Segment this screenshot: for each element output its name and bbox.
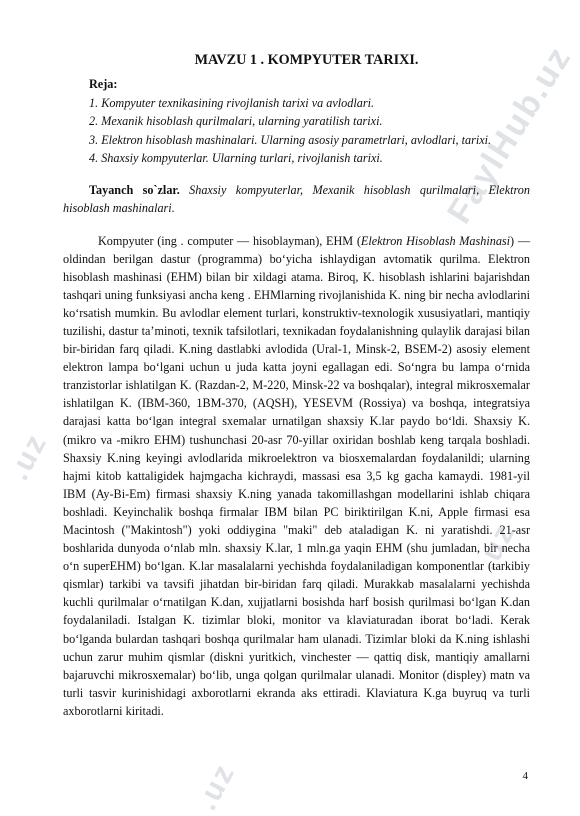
body-text-part: ) — oldindan berilgan dastur (programma) bo‘yicha ishlaydigan avtomatik qurilma. Elektron hisoblash mashinasi (EHM) bilan bir xildagi atama. Biroq, K. hisoblash ishlarini bajarishdan tashqari uning funksiyasi ancha keng . EHMlarning rivojlanishida K. ning bir necha avlodlarini ko‘rsatish mumkin. Bu avlodlar element turlari, konstruktiv-texnologik xususiyatlari, mantiqiy tuzilishi, dastur ta’minoti, texnik tafsilotlari, texnikadan foydalanishning qulaylik darajasi bilan bir-biridan farq qiladi. K.ning dastlabki avlodida (Ural-1, Minsk-2, BSEM-2) asosiy element elektron lampa bo‘lgani uchun u juda katta joyni egallagan edi. So‘ngra bu lampa o‘rnida tranzistorlar ishlatilgan K. (Razdan-2, M-220, Minsk-22 va boshqalar), integral mikrosxemalar ishlatilgan K. (IBM-360, 1BM-370, (AQSH), YESEVM (Rossiya) va boshqa, integratsiya darajasi katta bo‘lgan integral sxemalar urnatilgan shaxsiy K.lar paydo bo‘ldi. Shaxsiy K. (mikro va -mikro EHM) tushunchasi 20-asr 70-yillar oxiridan boshlab keng tarqala boshladi. Shaxsiy K.ning keyingi avlodlarida mikroelektron va biosxemalardan foydalanildi; ularning hajmi kitob kattaligidek hajmgacha kichraydi, massasi esa 3,5 kg gacha kamaydi. 1981-yil IBM (Ay-Bi-Em) firmasi shaxsiy K.ning yanada takomillashgan modellarini ishlab chiqara boshladi. Keyinchalik boshqa firmalar IBM bilan PC biriktirilgan K.ni, Apple firmasi esa Macintosh ("Makintosh") yoki oddiygina "maki" deb ataladigan K. ni yaratishdi. 21-asr boshlarida dunyoda o‘nlab mln. shaxsiy K.lar, 1 mln.ga yaqin EHM (shu jumladan, bir necha o‘n superEHM) bo‘lgan. K.lar masalalarni yechishda foydalaniladigan komponentlar (tarkibiy qismlar) tarkibi va tavsifi jihatdan bir-biridan farq qiladi. Murakkab masalalarni yechishda kuchli qurilmalar o‘rnatilgan K.dan, xujjatlarni bosishda harf bosish qurilmasi bo‘lgan K.dan foydalaniladi. Istalgan K. tizimlar bloki, monitor va klaviaturadan iborat bo‘ladi. Kerak bo‘lganda bulardan tashqari boshqa qurilmalar ham ulanadi. Tizimlar bloki da K.ning ishlashi uchun zarur muhim qismlar (diskni yuritkich, vinchester — qattiq disk, mantiqiy amallarni bajaruvchi mikrosxemalar) bo‘lib, unga qolgan qurilmalar ulanadi. Monitor (displey) matn va turli tasvir kurinishidagi axborotlarni ekranda aks ettiradi. Klaviatura K.ga buyruq va turli axborotlarni kiritadi. bbox=[63, 233, 531, 718]
plan-item: 3. Elektron hisoblash mashinalari. Ularning asosiy parametrlari, avlodlari, tarixi. bbox=[89, 132, 492, 147]
plan-item: 2. Mexanik hisoblash qurilmalari, ularning yaratilish tarixi. bbox=[89, 114, 383, 128]
watermark-fragment-right: .uz bbox=[470, 517, 522, 576]
body-text-part: Kompyuter (ing . computer — hisoblayman), EHM ( bbox=[98, 233, 361, 248]
page-title: MAVZU 1 . KOMPYUTER TARIXI. bbox=[194, 52, 419, 68]
watermark-fragment-bottom: .uz bbox=[190, 757, 242, 816]
plan-section bbox=[89, 75, 530, 168]
body-text-italic: Elektron Hisoblash Mashinasi bbox=[360, 233, 511, 248]
watermark-logo: FaylHub.uz bbox=[440, 39, 579, 231]
plan-heading: Reja: bbox=[89, 77, 118, 91]
plan-item: 4. Shaxsiy kompyuterlar. Ularning turlari, rivojlanish tarixi. bbox=[89, 151, 383, 165]
document-content bbox=[63, 52, 530, 720]
keywords-label: Tayanch so`zlar. bbox=[89, 182, 180, 197]
watermark-fragment-left: .uz bbox=[2, 427, 54, 486]
plan-item: 1. Kompyuter texnikasining rivojlanish tarixi va avlodlari. bbox=[89, 95, 375, 110]
page-number: 4 bbox=[522, 770, 528, 782]
body-paragraph bbox=[63, 232, 530, 721]
keywords-paragraph bbox=[63, 181, 530, 218]
keywords-text: Shaxsiy kompyuterlar, Mexanik hisoblash qurilmalari, Elektron hisoblash mashinalari. bbox=[63, 182, 530, 215]
